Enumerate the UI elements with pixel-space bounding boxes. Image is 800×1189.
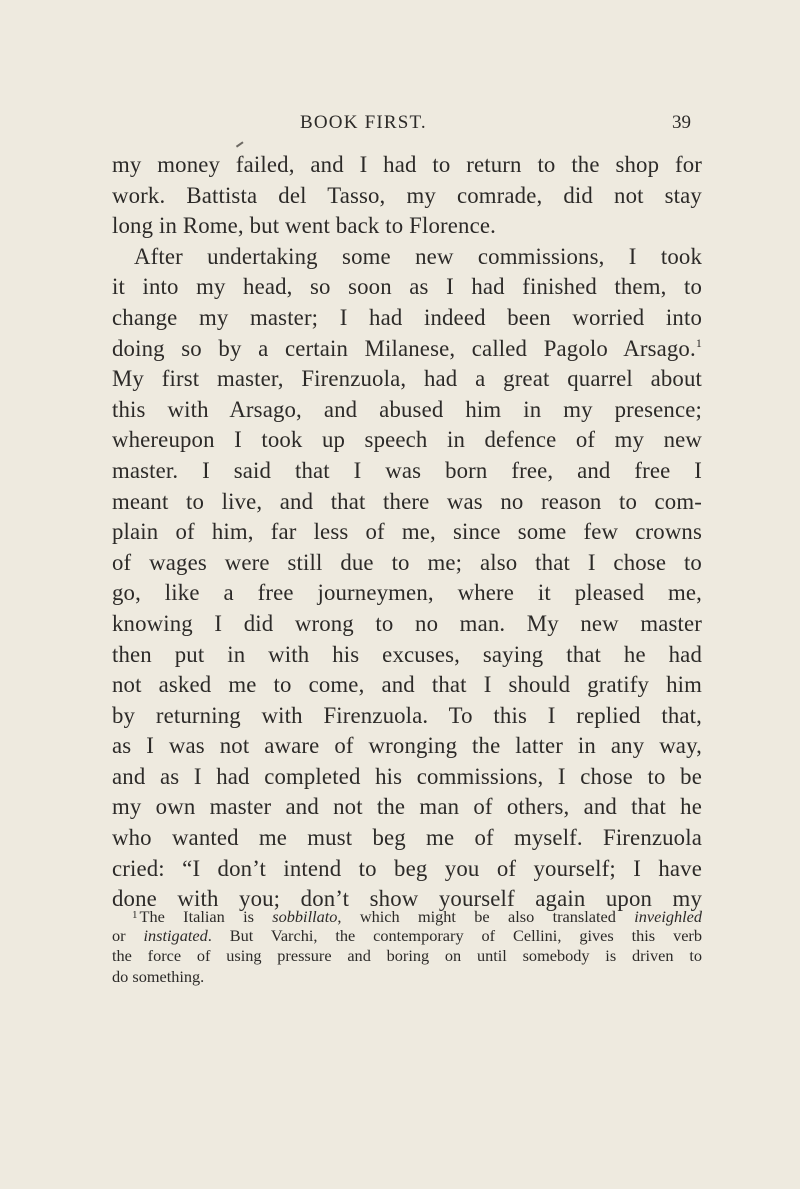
text-line: not asked me to come, and that I should gratify him: [112, 672, 702, 698]
text-line: my own master and not the man of others, and that he: [112, 794, 702, 820]
text-line: work. Battista del Tasso, my comrade, did not stay: [112, 182, 702, 208]
text-line: go, like a free journeymen, where it pleased me,: [112, 580, 702, 606]
text-line: My first master, Firenzuola, had a great quarrel about: [112, 366, 702, 392]
footnote-reference: 1: [695, 335, 702, 350]
page-number: 39: [672, 112, 691, 133]
text-line: change my master; I had indeed been worried into: [112, 304, 702, 330]
text-line: cried: “I don’t intend to beg you of yourself; I have: [112, 855, 702, 881]
text-line: done with you; don’t show yourself again upon my: [112, 886, 702, 912]
footnote-italic-word: inveighled: [634, 907, 703, 926]
text-line: knowing I did wrong to no man. My new master: [112, 610, 702, 636]
text-line-content: doing so by a certain Milanese, called Pagolo Arsago.: [112, 335, 696, 361]
footnote-line: [112, 926, 702, 947]
footnote-italic-word: sobbillato: [272, 907, 338, 926]
text-line: my money failed, and I had to return to the shop for: [112, 152, 702, 177]
main-text: [112, 150, 702, 915]
footnote-line: do something.: [112, 966, 205, 986]
running-title: BOOK FIRST.: [300, 112, 427, 133]
text-line-with-footnote: [112, 334, 702, 365]
text-line: as I was not aware of wronging the latter in any way,: [112, 733, 702, 759]
text-line: it into my head, so soon as I had finished them, to: [112, 274, 702, 300]
footnote-text: The Italian is: [139, 907, 273, 926]
text-line: meant to live, and that there was no reason to com-: [112, 488, 702, 514]
text-line: long in Rome, but went back to Florence.: [112, 213, 496, 239]
text-line: this with Arsago, and abused him in my presence;: [112, 396, 702, 422]
page-header: [0, 112, 800, 140]
text-line: After undertaking some new commissions, I took: [134, 243, 702, 269]
text-line: plain of him, far less of me, since some few crowns: [112, 519, 702, 545]
footnote-line: the force of using pressure and boring on until somebody is driven to: [112, 946, 702, 966]
footnote-italic-word: instigated: [143, 925, 208, 945]
text-line: then put in with his excuses, saying that he had: [112, 641, 702, 667]
footnote-text: . But Varchi, the contemporary of Cellini, gives this verb: [207, 925, 702, 945]
text-line: whereupon I took up speech in defence of my new: [112, 427, 702, 453]
footnote-number: 1: [132, 909, 138, 921]
text-line: master. I said that I was born free, and free I: [112, 457, 702, 483]
text-line: who wanted me must beg me of myself. Firenzuola: [112, 825, 702, 851]
footnote-line: [112, 905, 702, 926]
footnote-text: , which might be also translated: [337, 907, 635, 926]
text-line: by returning with Firenzuola. To this I replied that,: [112, 702, 702, 728]
text-line: of wages were still due to me; also that I chose to: [112, 549, 702, 575]
footnote-text: or: [112, 925, 144, 945]
footnote: [112, 905, 702, 987]
text-line: and as I had completed his commissions, I chose to be: [112, 763, 702, 789]
